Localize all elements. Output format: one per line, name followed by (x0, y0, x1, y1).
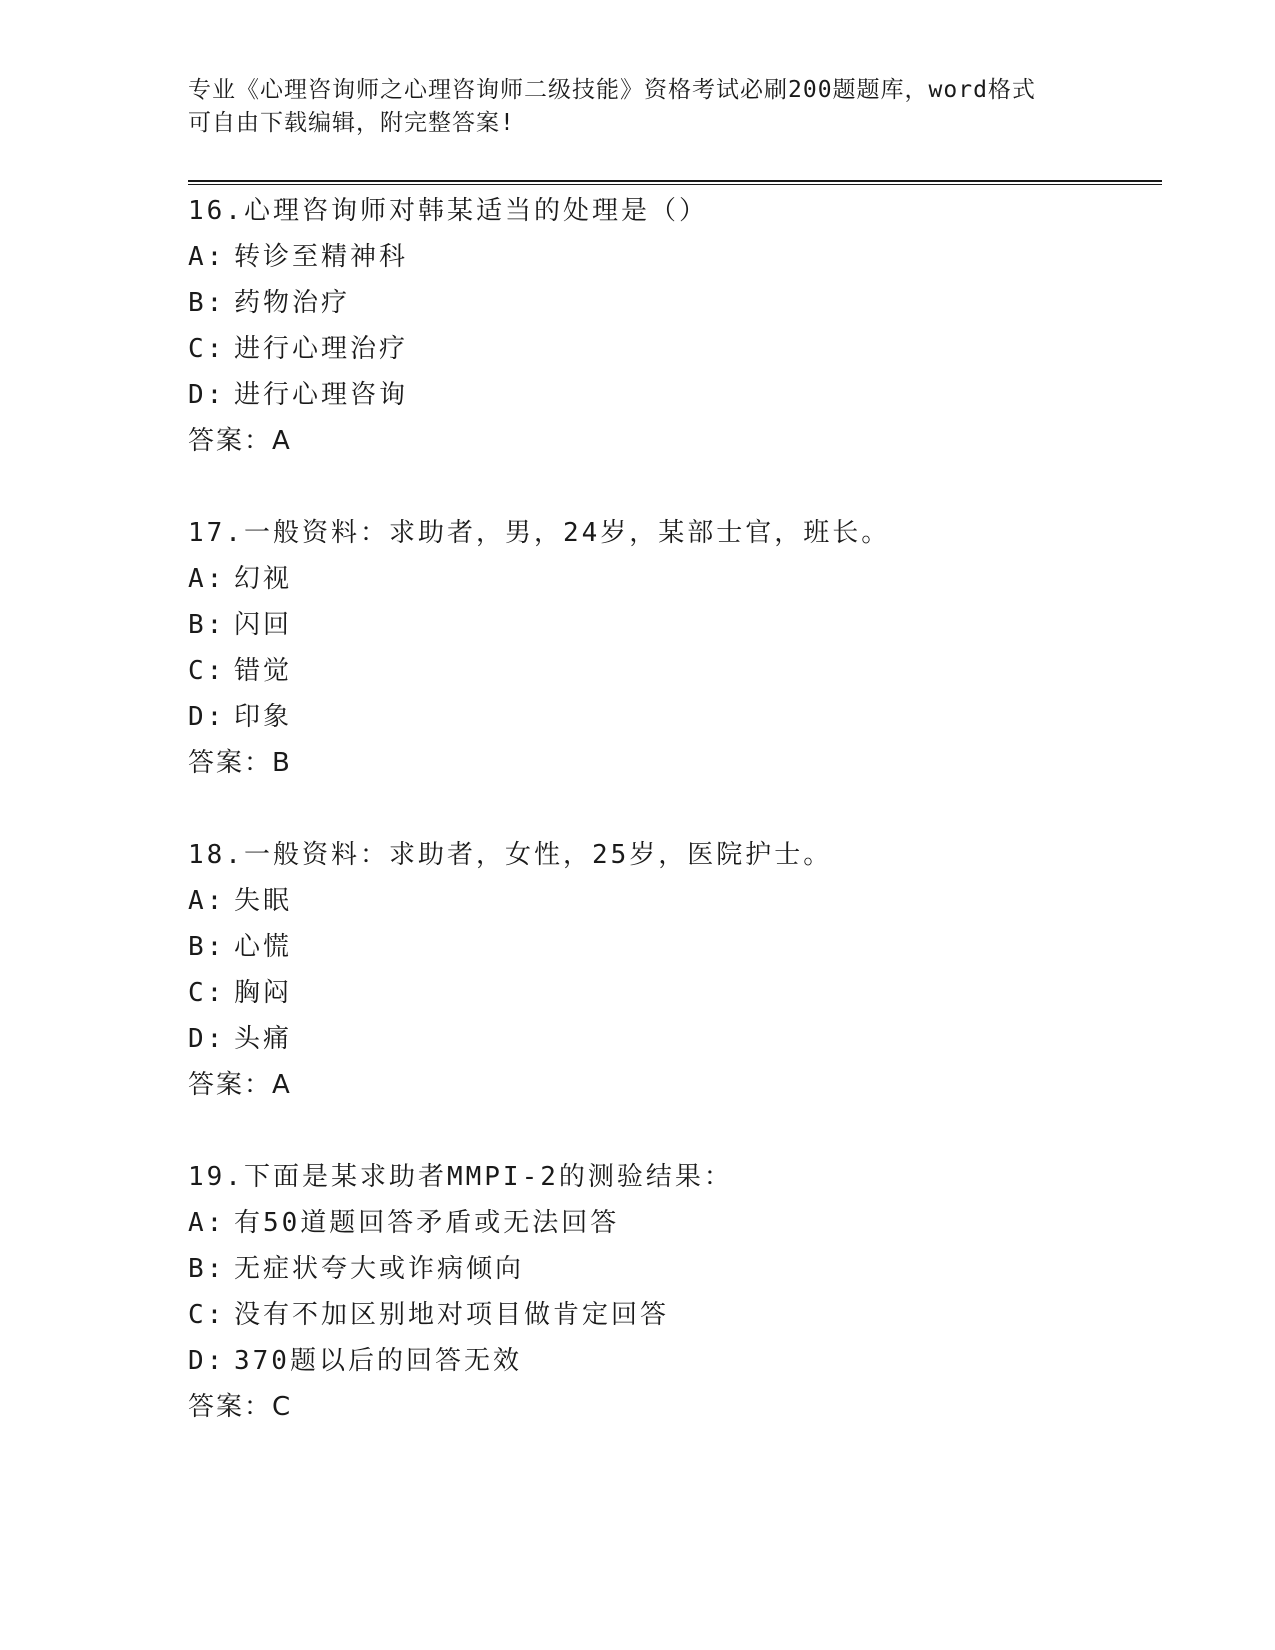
question-18 (188, 832, 1148, 1108)
option-text: 药物治疗 (234, 288, 351, 318)
option-letter: C: (188, 1300, 226, 1330)
option-text: 失眠 (234, 886, 293, 916)
option-b (188, 280, 1148, 326)
option-letter: B: (188, 932, 226, 962)
option-c (188, 648, 1148, 694)
option-b (188, 1246, 1148, 1292)
option-letter: C: (188, 656, 226, 686)
option-text: 无症状夸大或诈病倾向 (234, 1254, 525, 1284)
option-letter: D: (188, 380, 226, 410)
option-b (188, 602, 1148, 648)
question-stem: 19.下面是某求助者MMPI-2的测验结果： (188, 1162, 733, 1192)
option-text: 370题以后的回答无效 (234, 1346, 522, 1376)
question-16 (188, 188, 1148, 464)
header-divider (188, 180, 1162, 185)
option-b (188, 924, 1148, 970)
option-a (188, 556, 1148, 602)
option-text: 幻视 (234, 564, 293, 594)
question-list (188, 188, 1148, 1476)
option-letter: C: (188, 978, 226, 1008)
question-stem: 16.心理咨询师对韩某适当的处理是（） (188, 196, 708, 226)
option-letter: D: (188, 1346, 226, 1376)
question-stem: 18.一般资料：求助者，女性，25岁，医院护士。 (188, 840, 833, 870)
question-stem: 17.一般资料：求助者，男，24岁，某部士官，班长。 (188, 518, 891, 548)
option-text: 胸闷 (234, 978, 293, 1008)
option-letter: B: (188, 1254, 226, 1284)
option-d (188, 372, 1148, 418)
option-text: 进行心理咨询 (234, 380, 409, 410)
option-letter: D: (188, 702, 226, 732)
option-text: 心慌 (234, 932, 293, 962)
option-c (188, 970, 1148, 1016)
option-text: 有50道题回答矛盾或无法回答 (234, 1208, 620, 1238)
option-text: 没有不加区别地对项目做肯定回答 (234, 1300, 670, 1330)
option-a (188, 878, 1148, 924)
option-letter: A: (188, 886, 226, 916)
answer: 答案：A (188, 1070, 292, 1100)
header-line-2: 可自由下载编辑，附完整答案! (188, 110, 515, 136)
option-letter: A: (188, 564, 226, 594)
option-text: 转诊至精神科 (234, 242, 409, 272)
answer: 答案：B (188, 748, 292, 778)
option-letter: A: (188, 1208, 226, 1238)
option-letter: B: (188, 610, 226, 640)
option-d (188, 1016, 1148, 1062)
option-a (188, 1200, 1148, 1246)
option-text: 印象 (234, 702, 293, 732)
option-d (188, 694, 1148, 740)
document-header (188, 74, 1088, 140)
option-text: 闪回 (234, 610, 293, 640)
option-d (188, 1338, 1148, 1384)
option-c (188, 326, 1148, 372)
option-text: 头痛 (234, 1024, 293, 1054)
header-line-1: 专业《心理咨询师之心理咨询师二级技能》资格考试必刷200题题库，word格式 (188, 77, 1036, 103)
option-letter: D: (188, 1024, 226, 1054)
question-19 (188, 1154, 1148, 1430)
option-text: 错觉 (234, 656, 293, 686)
option-letter: C: (188, 334, 226, 364)
question-17 (188, 510, 1148, 786)
answer: 答案：A (188, 426, 292, 456)
option-c (188, 1292, 1148, 1338)
answer: 答案：C (188, 1392, 293, 1422)
option-text: 进行心理治疗 (234, 334, 409, 364)
option-letter: A: (188, 242, 226, 272)
option-a (188, 234, 1148, 280)
option-letter: B: (188, 288, 226, 318)
